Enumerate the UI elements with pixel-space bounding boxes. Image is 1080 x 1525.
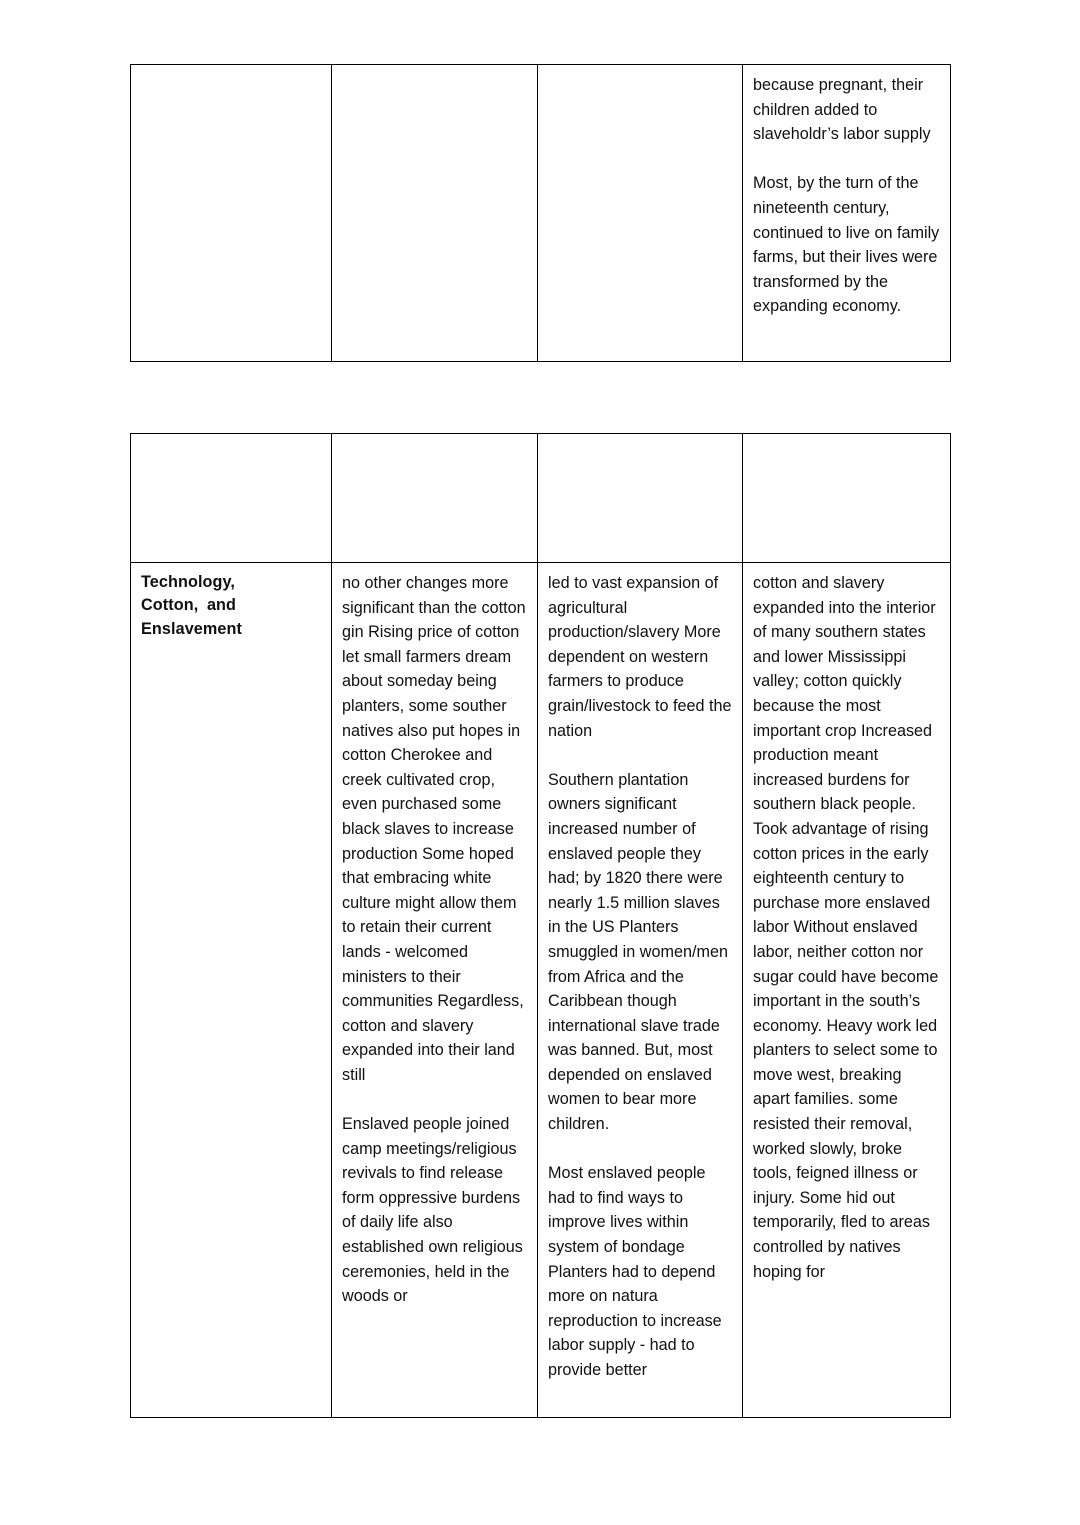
table2-header-cell-3: [538, 434, 743, 563]
table2-cell-column3: [538, 563, 743, 1418]
table2-column3-paragraph-1: led to vast expansion of agricultural production/slavery More dependent on western farmers to produce grain/livestock to feed the nation: [548, 574, 732, 740]
table2-cell-column4: [743, 563, 951, 1418]
topic-title-line-2-part-a: Cotton,: [141, 596, 199, 615]
table2-column3-paragraph-2: Southern plantation owners significant increased number of enslaved people they had; by 1820 there were nearly 1.5 million slaves in the US Planters smuggled in women/men from Africa and the Caribbean though international slave trade was banned. But, most depended on enslaved women to bear more children.: [548, 770, 728, 1134]
topic-title: [141, 571, 321, 641]
technology-cotton-enslavement-table: [130, 433, 951, 1418]
table2-column3-paragraph-3: Most enslaved people had to find ways to improve lives within system of bondage Planters had to depend more on natura reproduction to increase labor supply - had to provide better: [548, 1164, 722, 1379]
table2-column2-paragraph-1: no other changes more significant than the cotton gin Rising price of cotton let small farmers dream about someday being planters, some souther natives also put hopes in cotton Cherokee and creek cultivated crop, even purchased some black slaves to increase production Some hoped that embracing white culture might allow them to retain their current lands - welcomed ministers to their communities Regardless, cotton and slavery expanded into their land still: [342, 574, 526, 1084]
table1-cell-column4-paragraph-1: because pregnant, their children added to slaveholdr’s labor supply: [753, 76, 931, 144]
table2-header-cell-2: [332, 434, 538, 563]
topic-title-line-2: [141, 594, 321, 617]
topic-title-line-2-part-b: and: [206, 596, 237, 615]
table2-header-row: [131, 434, 951, 563]
table-row: [131, 563, 951, 1418]
table2-cell-topic: [131, 563, 332, 1418]
continued-notes-table: [130, 64, 951, 362]
table2-column2-paragraph-2: Enslaved people joined camp meetings/religious revivals to find release form oppressive burdens of daily life also established own religious ceremonies, held in the woods or: [342, 1115, 523, 1306]
table1-cell-column4-paragraph-2: Most, by the turn of the nineteenth century, continued to live on family farms, but their lives were transformed by the expanding economy.: [753, 174, 940, 316]
table1-cell-topic: [131, 65, 332, 362]
table2-header-cell-1: [131, 434, 332, 563]
table1-cell-column4: [743, 65, 951, 362]
table1-cell-column3: [538, 65, 743, 362]
table1-cell-column2: [332, 65, 538, 362]
topic-title-line-1: Technology,: [141, 573, 236, 591]
table2-header-cell-4: [743, 434, 951, 563]
table2-column4-paragraph-1: cotton and slavery expanded into the interior of many southern states and lower Mississippi valley; cotton quickly because the most important crop Increased production meant increased burdens for southern black people. Took advantage of rising cotton prices in the early eighteenth century to purchase more enslaved labor Without enslaved labor, neither cotton nor sugar could have become important in the south’s economy. Heavy work led planters to select some to move west, breaking apart families. some resisted their removal, worked slowly, broke tools, feigned illness or injury. Some hid out temporarily, fled to areas controlled by natives hoping for: [753, 574, 939, 1281]
table-row: [131, 65, 951, 362]
topic-title-line-3: Enslavement: [141, 619, 242, 638]
table2-cell-column2: [332, 563, 538, 1418]
